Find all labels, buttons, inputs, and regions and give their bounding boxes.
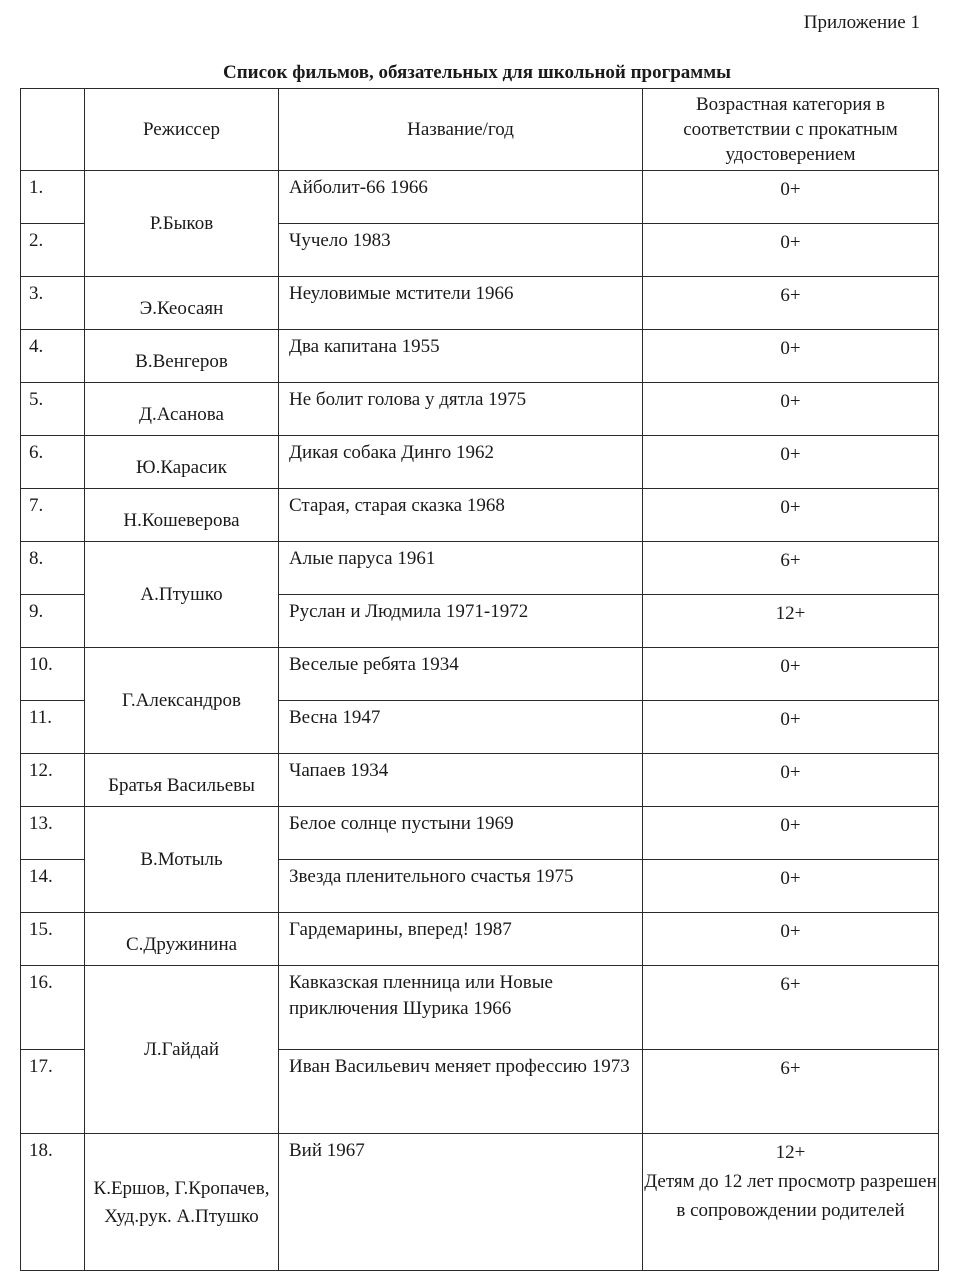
film-title: Вий 1967 [279,1134,643,1271]
film-title: Старая, старая сказка 1968 [279,489,643,542]
row-number: 17. [21,1050,85,1134]
age-category: 6+ [643,966,939,1050]
film-title: Дикая собака Динго 1962 [279,436,643,489]
age-category: 0+ [643,860,939,913]
appendix-label: Приложение 1 [803,12,920,33]
row-number: 1. [21,171,85,224]
age-note: Детям до 12 лет просмотр разрешен в сопровождении родителей [644,1171,937,1221]
row-number: 16. [21,966,85,1050]
director-cell: Г.Александров [85,648,279,754]
table-row [21,913,939,966]
row-number: 4. [21,330,85,383]
film-title: Иван Васильевич меняет профессию 1973 [279,1050,643,1134]
row-number: 7. [21,489,85,542]
film-title: Чучело 1983 [279,224,643,277]
age-category: 0+ [643,383,939,436]
age-category: 0+ [643,701,939,754]
header-age-category: Возрастная категория в соответствии с прокатным удостоверением [643,89,939,171]
table-row [21,277,939,330]
header-number [21,89,85,171]
table-row [21,754,939,807]
director-cell: В.Венгеров [85,330,279,383]
header-title: Название/год [279,89,643,171]
film-title: Алые паруса 1961 [279,542,643,595]
age-category: 0+ [643,807,939,860]
director-cell: Л.Гайдай [85,966,279,1134]
film-title: Не болит голова у дятла 1975 [279,383,643,436]
table-row [21,648,939,701]
film-title: Два капитана 1955 [279,330,643,383]
age-category: 0+ [643,171,939,224]
age-category: 0+ [643,224,939,277]
film-title: Айболит-66 1966 [279,171,643,224]
age-category: 0+ [643,913,939,966]
table-row [21,330,939,383]
table-row [21,436,939,489]
row-number: 15. [21,913,85,966]
row-number: 12. [21,754,85,807]
films-table [20,88,939,1271]
film-title: Неуловимые мстители 1966 [279,277,643,330]
age-value: 12+ [775,1142,806,1163]
director-cell: Д.Асанова [85,383,279,436]
row-number: 11. [21,701,85,754]
director-cell: Братья Васильевы [85,754,279,807]
table-row [21,807,939,860]
director-cell: Н.Кошеверова [85,489,279,542]
document-title: Список фильмов, обязательных для школьной программы [222,62,732,83]
director-cell: С.Дружинина [85,913,279,966]
header-director: Режиссер [85,89,279,171]
row-number: 10. [21,648,85,701]
director-cell: Э.Кеосаян [85,277,279,330]
film-title: Кавказская пленница или Новые приключения Шурика 1966 [279,966,643,1050]
table-row [21,489,939,542]
film-title: Весна 1947 [279,701,643,754]
row-number: 2. [21,224,85,277]
row-number: 18. [21,1134,85,1271]
table-row [21,383,939,436]
row-number: 9. [21,595,85,648]
director-cell: Ю.Карасик [85,436,279,489]
age-category: 12+ [643,595,939,648]
director-cell: К.Ершов, Г.Кропачев, Худ.рук. А.Птушко [85,1134,279,1271]
film-title: Руслан и Людмила 1971-1972 [279,595,643,648]
table-row [21,966,939,1050]
row-number: 14. [21,860,85,913]
age-category: 0+ [643,436,939,489]
table-row [21,542,939,595]
director-cell: В.Мотыль [85,807,279,913]
row-number: 6. [21,436,85,489]
film-title: Чапаев 1934 [279,754,643,807]
film-title: Звезда пленительного счастья 1975 [279,860,643,913]
age-category: 0+ [643,754,939,807]
age-category [643,1134,939,1271]
director-cell: А.Птушко [85,542,279,648]
age-category: 6+ [643,542,939,595]
row-number: 5. [21,383,85,436]
table-header-row [21,89,939,171]
film-title: Гардемарины, вперед! 1987 [279,913,643,966]
row-number: 8. [21,542,85,595]
table-row [21,1134,939,1271]
film-title: Белое солнце пустыни 1969 [279,807,643,860]
age-category: 0+ [643,489,939,542]
table-row [21,171,939,224]
age-category: 6+ [643,277,939,330]
row-number: 13. [21,807,85,860]
film-title: Веселые ребята 1934 [279,648,643,701]
director-cell: Р.Быков [85,171,279,277]
row-number: 3. [21,277,85,330]
age-category: 6+ [643,1050,939,1134]
age-category: 0+ [643,648,939,701]
age-category: 0+ [643,330,939,383]
